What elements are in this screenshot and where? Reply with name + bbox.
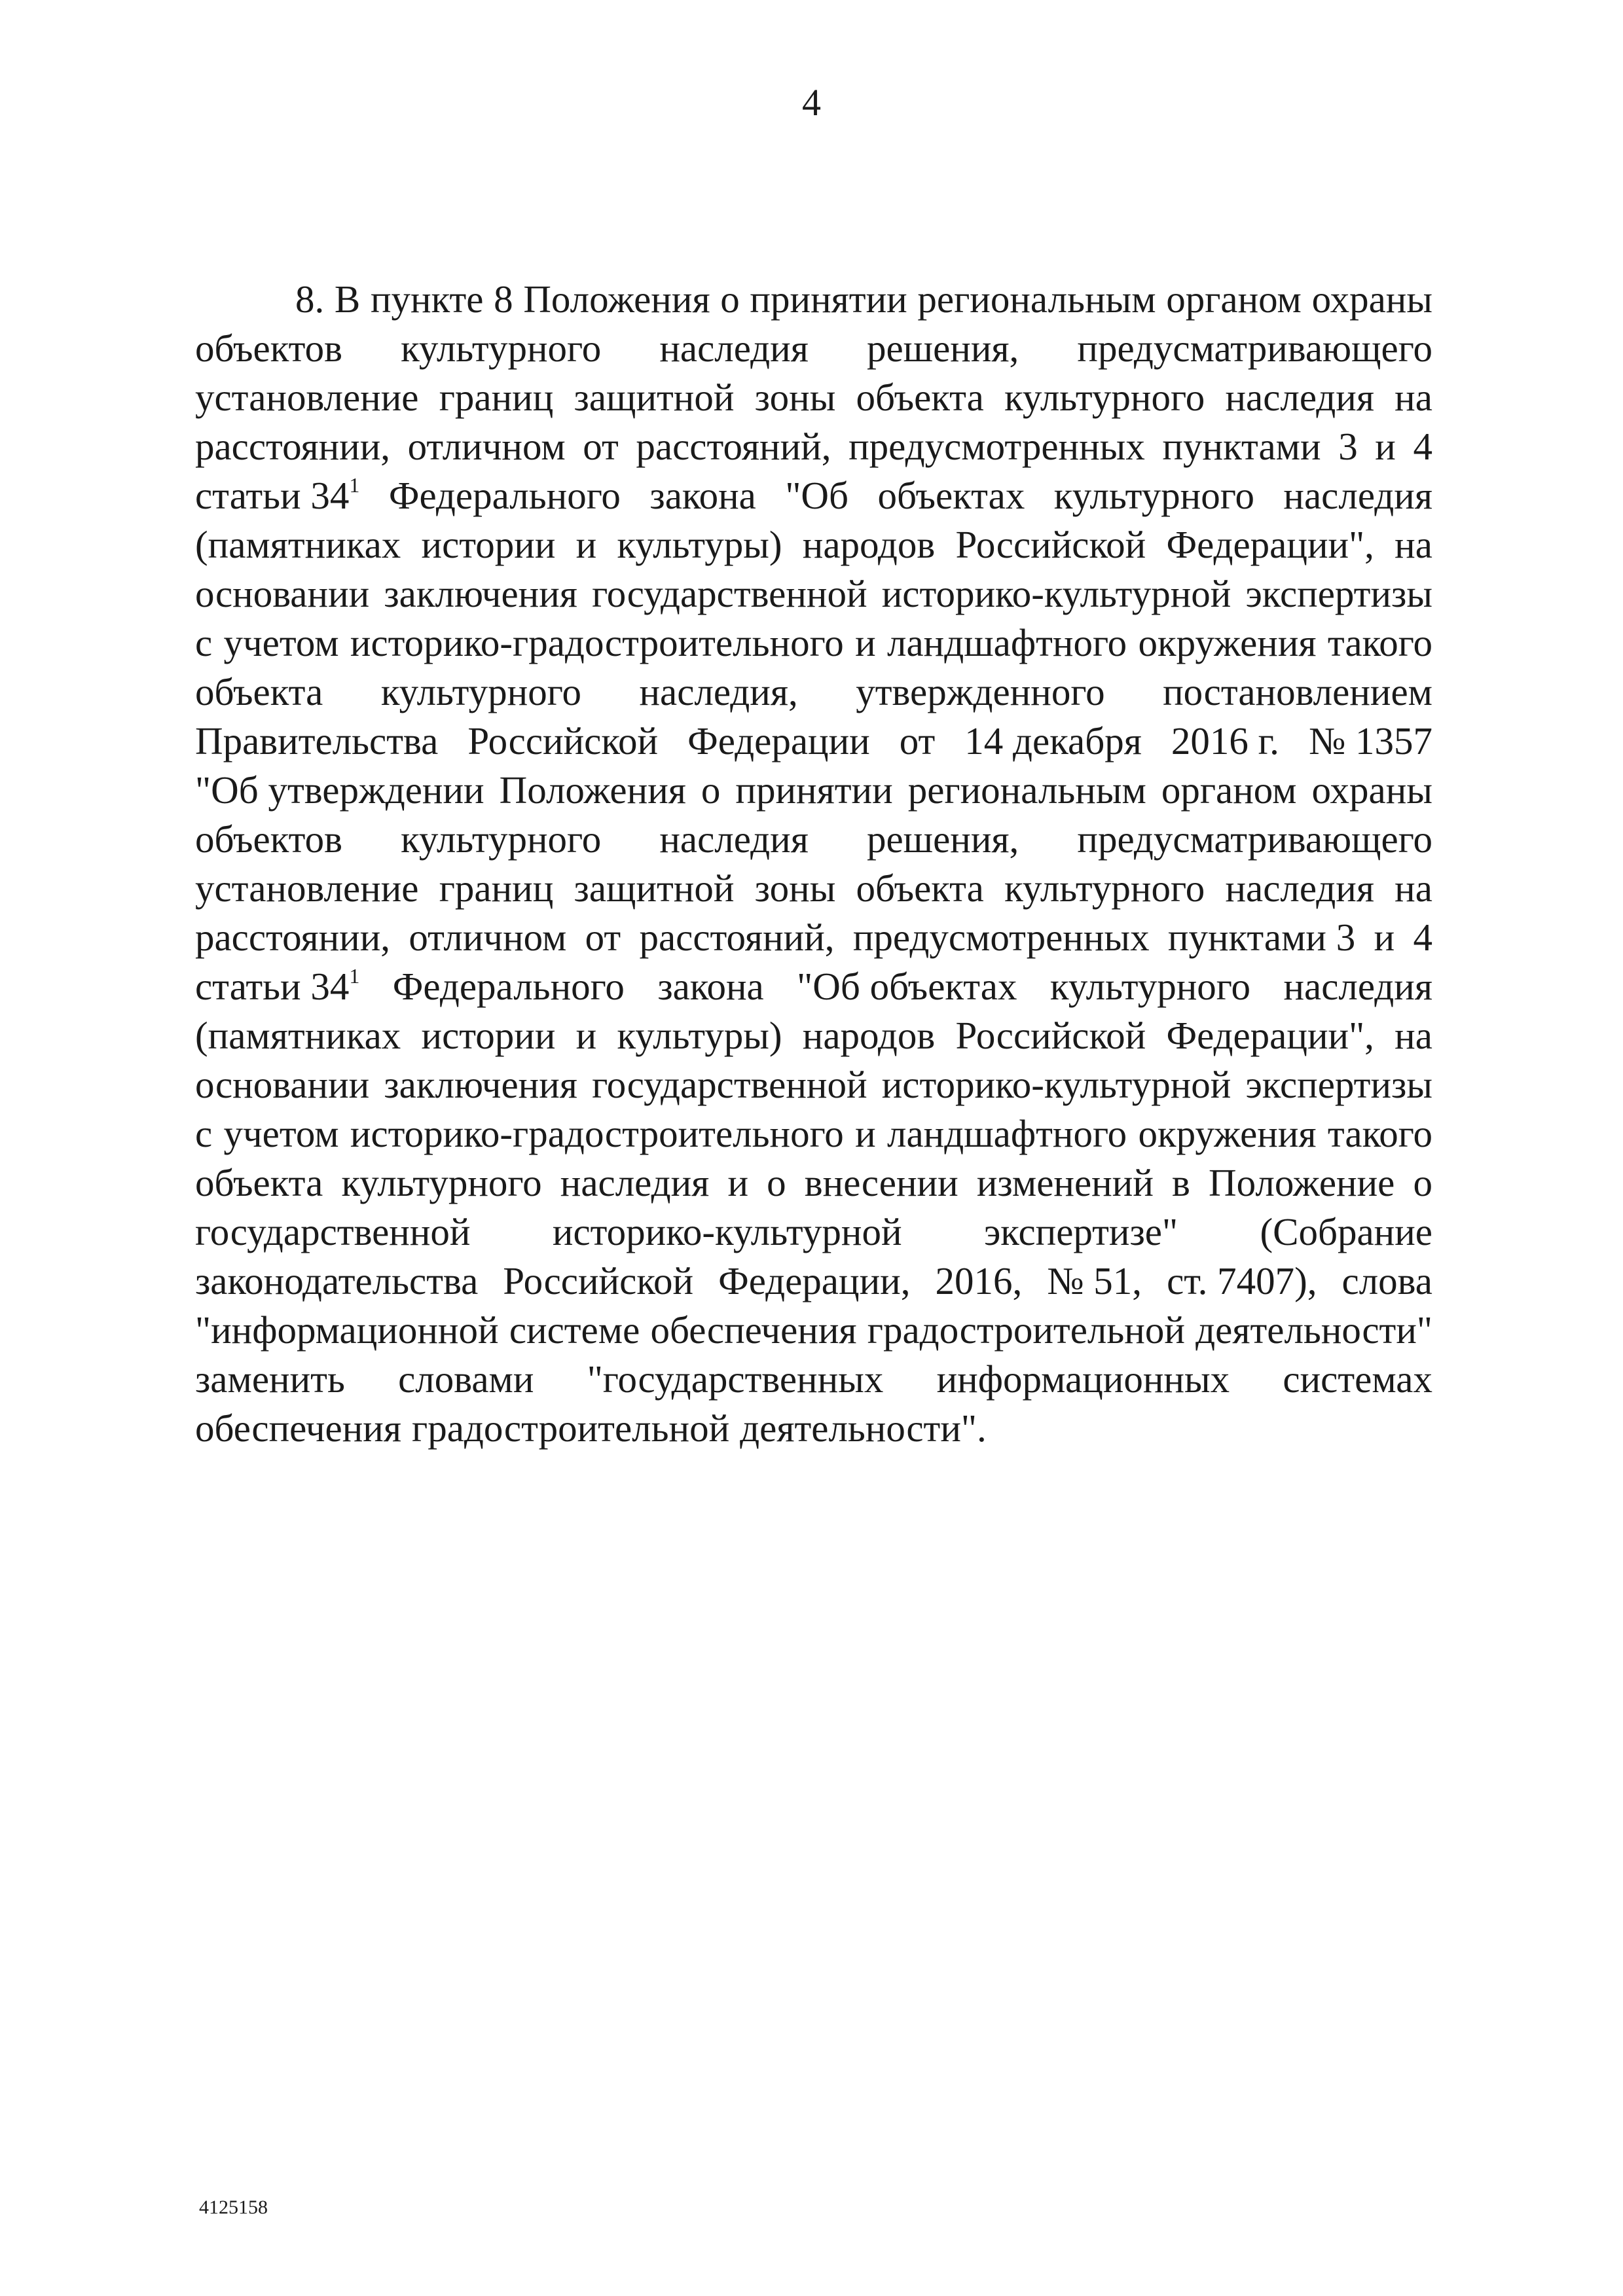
word: народов <box>802 1014 936 1057</box>
word: Положения <box>499 768 686 812</box>
word: на <box>1395 523 1432 566</box>
word: культурного <box>380 670 581 713</box>
word: Федерации <box>687 719 870 762</box>
word: "государственных <box>587 1357 884 1401</box>
text-line <box>195 1109 1432 1158</box>
word: установление <box>195 867 419 910</box>
word: культурного <box>1004 376 1205 419</box>
word: постановлением <box>1163 670 1432 713</box>
text-line <box>195 422 1432 471</box>
word: Положения <box>523 278 710 321</box>
word: ст. 7407), <box>1167 1259 1317 1302</box>
word: ландшафтного <box>887 1112 1127 1155</box>
word: заменить <box>195 1357 345 1401</box>
document-code: 4125158 <box>199 2197 268 2218</box>
word: учетом <box>223 621 339 664</box>
word: наследия <box>1283 965 1432 1008</box>
text-line <box>195 766 1432 815</box>
word: Федерального <box>392 965 625 1008</box>
word: Федерации", <box>1166 523 1374 566</box>
word: "Об утверждении <box>195 768 484 812</box>
word: объекта <box>195 670 323 713</box>
word: экспертизы <box>1245 1063 1432 1106</box>
word: экспертизы <box>1245 572 1432 615</box>
word: Федерации", <box>1166 1014 1374 1057</box>
word: предусмотренных <box>848 425 1145 468</box>
word: пунктами 3 <box>1167 916 1356 959</box>
word: культурного <box>1004 867 1205 910</box>
word: на <box>1395 376 1432 419</box>
word: градостроительной <box>867 1308 1185 1352</box>
word: предусматривающего <box>1077 327 1432 370</box>
text-line <box>195 1257 1432 1306</box>
word: наследия <box>1225 376 1374 419</box>
word: 14 декабря <box>964 719 1142 762</box>
word: 4 <box>1413 916 1432 959</box>
word: отличном <box>407 425 566 468</box>
text-line <box>195 324 1432 373</box>
word: пункте <box>370 278 484 321</box>
word: (памятниках <box>195 1014 401 1057</box>
word: и <box>575 523 597 566</box>
word: принятии <box>735 768 893 812</box>
word: изменений <box>976 1161 1154 1204</box>
word: решения, <box>866 327 1019 370</box>
paragraph-8-text <box>195 275 1432 1453</box>
word: объекта <box>856 867 984 910</box>
word: 8. <box>295 278 325 321</box>
word: слова <box>1341 1259 1432 1302</box>
word: закона <box>657 965 764 1008</box>
text-line <box>195 1306 1432 1355</box>
text-line <box>195 619 1432 668</box>
word: обеспечения <box>650 1308 857 1352</box>
word: органом <box>1166 278 1302 321</box>
text-line <box>195 1011 1432 1060</box>
text-line <box>195 520 1432 569</box>
word: статьи $34^1$ <box>195 473 360 517</box>
word: от <box>585 916 621 959</box>
word: экспертизе" <box>983 1210 1178 1253</box>
word: о <box>1413 1161 1432 1204</box>
word: основании <box>195 572 370 615</box>
text-line <box>195 1404 1432 1453</box>
word: зоны <box>754 376 836 419</box>
word: охраны <box>1311 278 1432 321</box>
word: такого <box>1327 621 1432 664</box>
word: (Собрание <box>1260 1210 1432 1253</box>
word: защитной <box>574 867 735 910</box>
word: 3 <box>1338 425 1358 468</box>
word: историко-культурной <box>552 1210 902 1253</box>
word: историко-градостроительного <box>350 1112 844 1155</box>
word: словами <box>398 1357 534 1401</box>
word: и <box>575 1014 597 1057</box>
word: системе <box>509 1308 640 1352</box>
word: расстояний, <box>636 425 831 468</box>
text-line <box>195 1060 1432 1109</box>
text-line <box>195 864 1432 913</box>
word: 4 <box>1413 425 1432 468</box>
word: расстоянии, <box>195 425 391 468</box>
word: расстоянии, <box>195 916 391 959</box>
word: В <box>334 278 361 321</box>
word: культурного <box>341 1161 542 1204</box>
word: объекта <box>195 1161 323 1204</box>
word: Российской <box>955 523 1146 566</box>
word: 2016, <box>935 1259 1023 1302</box>
word: градостроительной <box>412 1407 730 1450</box>
word: и <box>1375 425 1396 468</box>
word: 8 <box>494 278 513 321</box>
word: наследия, <box>639 670 798 713</box>
word: "Об <box>785 474 849 517</box>
word: принятии <box>750 278 907 321</box>
word: от <box>899 719 936 762</box>
word: зоны <box>754 867 836 910</box>
word: культуры) <box>617 523 782 566</box>
word: наследия <box>1225 867 1374 910</box>
text-line <box>195 471 1432 520</box>
word: с <box>195 621 213 664</box>
word: истории <box>421 1014 556 1057</box>
word: границ <box>439 376 554 419</box>
word: Российской <box>955 1014 1146 1057</box>
word: охраны <box>1311 768 1432 812</box>
word: Правительства <box>195 719 439 762</box>
word: народов <box>802 523 936 566</box>
word: "Об объектах <box>797 965 1017 1008</box>
word: на <box>1395 867 1432 910</box>
word: органом <box>1161 768 1297 812</box>
superscript: 1 <box>349 473 360 497</box>
word: истории <box>421 523 556 566</box>
word: наследия <box>560 1161 710 1204</box>
word: информационных <box>936 1357 1230 1401</box>
text-line <box>195 962 1432 1011</box>
text-line <box>195 1355 1432 1404</box>
word: Федерации, <box>718 1259 911 1302</box>
word: на <box>1395 1014 1432 1057</box>
word: в <box>1172 1161 1190 1204</box>
word: обеспечения <box>195 1407 402 1450</box>
word: предусматривающего <box>1077 817 1432 861</box>
word: объектах <box>877 474 1025 517</box>
text-line <box>195 668 1432 717</box>
word: № 51, <box>1047 1259 1142 1302</box>
word: закона <box>649 474 756 517</box>
word: границ <box>439 867 554 910</box>
word: и <box>727 1161 749 1204</box>
word: наследия <box>659 817 809 861</box>
text-line <box>195 717 1432 766</box>
word: о <box>720 278 740 321</box>
text-line <box>195 373 1432 422</box>
word: культурного <box>401 817 602 861</box>
word: наследия <box>659 327 809 370</box>
word: окружения <box>1138 621 1317 664</box>
word: региональным <box>907 768 1146 812</box>
word: историко-культурной <box>881 1063 1231 1106</box>
word: 2016 г. <box>1171 719 1279 762</box>
word: предусмотренных <box>852 916 1150 959</box>
word: № 1357 <box>1308 719 1432 762</box>
word: культурного <box>401 327 602 370</box>
word: "информационной <box>195 1308 499 1352</box>
word: Федерального <box>388 474 621 517</box>
word: от <box>583 425 619 468</box>
text-line <box>195 1208 1432 1257</box>
word: государственной <box>592 1063 867 1106</box>
word: культуры) <box>617 1014 782 1057</box>
text-line <box>195 569 1432 619</box>
word: законодательства <box>195 1259 479 1302</box>
word: и <box>1374 916 1395 959</box>
word: объекта <box>856 376 984 419</box>
text-line <box>195 1158 1432 1208</box>
word: окружения <box>1138 1112 1317 1155</box>
word: заключения <box>384 1063 577 1106</box>
word: заключения <box>384 572 577 615</box>
word: с <box>195 1112 213 1155</box>
word: отличном <box>409 916 567 959</box>
page-number: 4 <box>802 81 821 124</box>
word: и <box>855 621 876 664</box>
word: о <box>767 1161 786 1204</box>
word: статьи $34^1$ <box>195 964 360 1008</box>
word: защитной <box>574 376 735 419</box>
word: такого <box>1327 1112 1432 1155</box>
word: историко-градостроительного <box>350 621 844 664</box>
word: наследия <box>1283 474 1432 517</box>
text-line <box>195 815 1432 864</box>
word: установление <box>195 376 419 419</box>
word: внесении <box>804 1161 958 1204</box>
text-line <box>195 275 1432 324</box>
word: о <box>701 768 721 812</box>
word: пунктами <box>1162 425 1321 468</box>
word: культурного <box>1053 474 1254 517</box>
word: государственной <box>195 1210 471 1253</box>
word: основании <box>195 1063 370 1106</box>
word: государственной <box>592 572 867 615</box>
word: Положение <box>1209 1161 1395 1204</box>
word: ландшафтного <box>887 621 1127 664</box>
word: культурного <box>1049 965 1251 1008</box>
word: расстояний, <box>639 916 835 959</box>
word: деятельности" <box>1195 1308 1432 1352</box>
word: историко-культурной <box>881 572 1231 615</box>
word: Российской <box>503 1259 694 1302</box>
word: объектов <box>195 327 342 370</box>
word: объектов <box>195 817 342 861</box>
text-line <box>195 913 1432 962</box>
word: (памятниках <box>195 523 401 566</box>
word: региональным <box>917 278 1156 321</box>
superscript: 1 <box>349 964 360 988</box>
word: решения, <box>866 817 1019 861</box>
word: и <box>855 1112 876 1155</box>
word: учетом <box>223 1112 339 1155</box>
word: деятельности". <box>740 1407 987 1450</box>
word: утвержденного <box>856 670 1105 713</box>
word: системах <box>1283 1357 1432 1401</box>
word: Российской <box>467 719 659 762</box>
